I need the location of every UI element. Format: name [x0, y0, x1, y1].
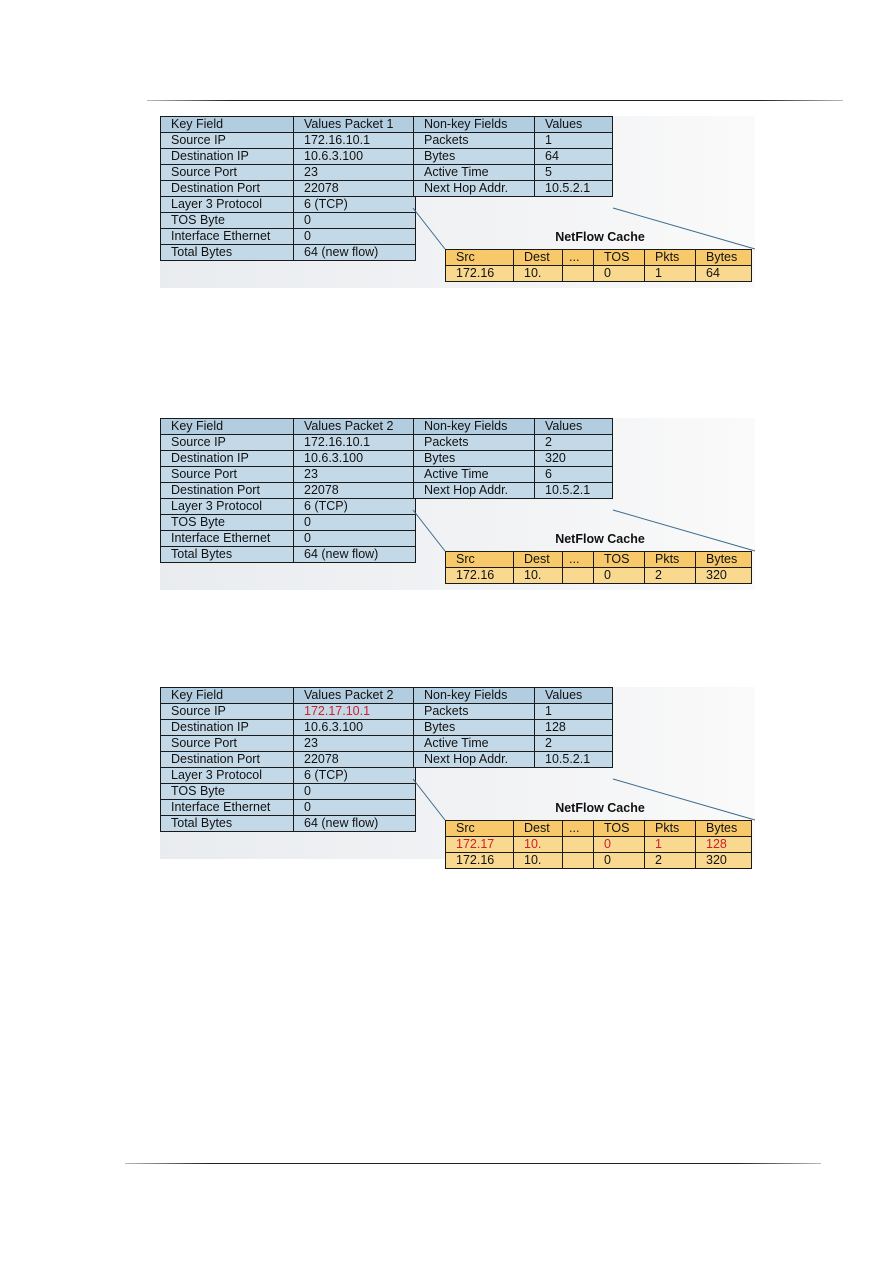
key-field-value: 172.16.10.1 [294, 133, 416, 149]
cache-cell-etc [563, 266, 594, 282]
key-field-label: Destination Port [161, 483, 294, 499]
values-packet-header: Values Packet 1 [294, 117, 416, 133]
key-field-value: 172.16.10.1 [294, 435, 416, 451]
callout-line [413, 510, 445, 551]
cache-header-cell: ... [563, 821, 594, 837]
key-field-label: Interface Ethernet [161, 229, 294, 245]
netflow-cache-table [445, 249, 752, 282]
cache-header-cell: Src [446, 250, 514, 266]
key-field-label: Source IP [161, 704, 294, 720]
non-key-fields-header: Non-key Fields [414, 688, 535, 704]
cache-cell-bytes: 320 [696, 853, 752, 869]
cache-cell-dest: 10. [514, 568, 563, 584]
key-field-label: Interface Ethernet [161, 531, 294, 547]
key-field-header: Key Field [161, 688, 294, 704]
key-field-label: Layer 3 Protocol [161, 499, 294, 515]
values-header: Values [535, 419, 613, 435]
non-key-field-label: Active Time [414, 736, 535, 752]
non-key-field-value: 1 [535, 704, 613, 720]
cache-cell-tos: 0 [594, 266, 645, 282]
key-field-label: Destination IP [161, 720, 294, 736]
key-field-label: Source Port [161, 736, 294, 752]
cache-header-cell: Bytes [696, 821, 752, 837]
cache-cell-bytes: 320 [696, 568, 752, 584]
non-key-field-label: Packets [414, 435, 535, 451]
non-key-field-value: 64 [535, 149, 613, 165]
key-field-value: 0 [294, 784, 416, 800]
key-field-value: 0 [294, 531, 416, 547]
cache-cell-pkts: 2 [645, 568, 696, 584]
non-key-field-value: 2 [535, 736, 613, 752]
cache-header-cell: Dest [514, 250, 563, 266]
non-key-field-label: Active Time [414, 467, 535, 483]
netflow-cache-table [445, 551, 752, 584]
cache-cell-dest: 10. [514, 266, 563, 282]
cache-header-cell: Dest [514, 552, 563, 568]
key-field-value: 6 (TCP) [294, 197, 416, 213]
netflow-cache-title: NetFlow Cache [555, 801, 645, 815]
non-key-field-value: 1 [535, 133, 613, 149]
key-field-value: 22078 [294, 752, 416, 768]
callout-line [413, 779, 445, 820]
cache-cell-tos: 0 [594, 853, 645, 869]
key-field-label: TOS Byte [161, 213, 294, 229]
callout-line [413, 208, 445, 249]
non-key-field-value: 10.5.2.1 [535, 181, 613, 197]
values-packet-header: Values Packet 2 [294, 688, 416, 704]
cache-cell-etc [563, 837, 594, 853]
cache-header-cell: TOS [594, 552, 645, 568]
header-rule [147, 100, 843, 101]
netflow-figure-2 [160, 418, 760, 590]
cache-cell-etc [563, 568, 594, 584]
key-field-label: Destination Port [161, 181, 294, 197]
cache-cell-pkts: 2 [645, 853, 696, 869]
key-field-value: 10.6.3.100 [294, 149, 416, 165]
cache-cell-src: 172.16 [446, 568, 514, 584]
cache-header-cell: Pkts [645, 250, 696, 266]
cache-row [446, 837, 752, 853]
key-field-value: 0 [294, 515, 416, 531]
key-field-label: Total Bytes [161, 547, 294, 563]
cache-header-cell: Dest [514, 821, 563, 837]
key-field-label: Source IP [161, 435, 294, 451]
cache-cell-src: 172.16 [446, 853, 514, 869]
non-key-field-label: Bytes [414, 149, 535, 165]
key-field-label: TOS Byte [161, 515, 294, 531]
netflow-figure-1 [160, 116, 760, 288]
cache-cell-dest: 10. [514, 837, 563, 853]
non-key-field-label: Next Hop Addr. [414, 181, 535, 197]
key-field-header: Key Field [161, 419, 294, 435]
cache-cell-pkts: 1 [645, 266, 696, 282]
cache-cell-bytes: 64 [696, 266, 752, 282]
values-header: Values [535, 117, 613, 133]
non-key-field-value: 10.5.2.1 [535, 483, 613, 499]
key-field-value: 10.6.3.100 [294, 720, 416, 736]
non-key-field-label: Bytes [414, 451, 535, 467]
footer-rule [125, 1163, 821, 1164]
cache-header-cell: Src [446, 821, 514, 837]
cache-cell-etc [563, 853, 594, 869]
cache-row [446, 266, 752, 282]
values-packet-header: Values Packet 2 [294, 419, 416, 435]
non-key-field-label: Next Hop Addr. [414, 483, 535, 499]
cache-header-cell: ... [563, 552, 594, 568]
cache-cell-pkts: 1 [645, 837, 696, 853]
non-key-field-value: 2 [535, 435, 613, 451]
key-field-value: 0 [294, 800, 416, 816]
cache-header-cell: Pkts [645, 821, 696, 837]
cache-header-cell: TOS [594, 821, 645, 837]
key-field-label: Source Port [161, 467, 294, 483]
non-key-field-label: Next Hop Addr. [414, 752, 535, 768]
key-field-header: Key Field [161, 117, 294, 133]
key-field-value: 6 (TCP) [294, 499, 416, 515]
cache-cell-dest: 10. [514, 853, 563, 869]
non-key-field-value: 128 [535, 720, 613, 736]
non-key-fields-header: Non-key Fields [414, 117, 535, 133]
cache-cell-src: 172.16 [446, 266, 514, 282]
netflow-figure-3 [160, 687, 760, 867]
key-field-value: 22078 [294, 483, 416, 499]
key-field-label: Total Bytes [161, 816, 294, 832]
key-field-label: Layer 3 Protocol [161, 197, 294, 213]
non-key-field-label: Packets [414, 704, 535, 720]
key-field-value: 64 (new flow) [294, 547, 416, 563]
cache-header-cell: Src [446, 552, 514, 568]
key-field-value: 10.6.3.100 [294, 451, 416, 467]
key-field-label: Source IP [161, 133, 294, 149]
cache-row [446, 568, 752, 584]
netflow-cache-title: NetFlow Cache [555, 230, 645, 244]
non-key-field-value: 6 [535, 467, 613, 483]
cache-header-cell: ... [563, 250, 594, 266]
key-field-value: 64 (new flow) [294, 816, 416, 832]
non-key-fields-header: Non-key Fields [414, 419, 535, 435]
netflow-cache-table [445, 820, 752, 869]
key-field-label: Source Port [161, 165, 294, 181]
non-key-field-value: 5 [535, 165, 613, 181]
key-field-label: Total Bytes [161, 245, 294, 261]
cache-row [446, 853, 752, 869]
key-field-value: 22078 [294, 181, 416, 197]
netflow-cache-title: NetFlow Cache [555, 532, 645, 546]
key-field-value: 64 (new flow) [294, 245, 416, 261]
values-header: Values [535, 688, 613, 704]
non-key-field-label: Active Time [414, 165, 535, 181]
cache-cell-tos: 0 [594, 837, 645, 853]
key-field-label: Destination IP [161, 451, 294, 467]
key-field-value: 23 [294, 736, 416, 752]
cache-cell-tos: 0 [594, 568, 645, 584]
key-field-label: Destination IP [161, 149, 294, 165]
non-key-field-value: 320 [535, 451, 613, 467]
key-field-value: 0 [294, 213, 416, 229]
key-field-value: 23 [294, 467, 416, 483]
key-field-value: 0 [294, 229, 416, 245]
cache-header-cell: Pkts [645, 552, 696, 568]
cache-header-cell: Bytes [696, 250, 752, 266]
key-field-value: 6 (TCP) [294, 768, 416, 784]
key-field-value: 172.17.10.1 [294, 704, 416, 720]
non-key-field-label: Packets [414, 133, 535, 149]
key-field-value: 23 [294, 165, 416, 181]
key-field-label: Destination Port [161, 752, 294, 768]
key-field-label: TOS Byte [161, 784, 294, 800]
non-key-field-label: Bytes [414, 720, 535, 736]
cache-header-cell: Bytes [696, 552, 752, 568]
cache-header-cell: TOS [594, 250, 645, 266]
cache-cell-src: 172.17 [446, 837, 514, 853]
key-field-label: Layer 3 Protocol [161, 768, 294, 784]
cache-cell-bytes: 128 [696, 837, 752, 853]
non-key-field-value: 10.5.2.1 [535, 752, 613, 768]
key-field-label: Interface Ethernet [161, 800, 294, 816]
